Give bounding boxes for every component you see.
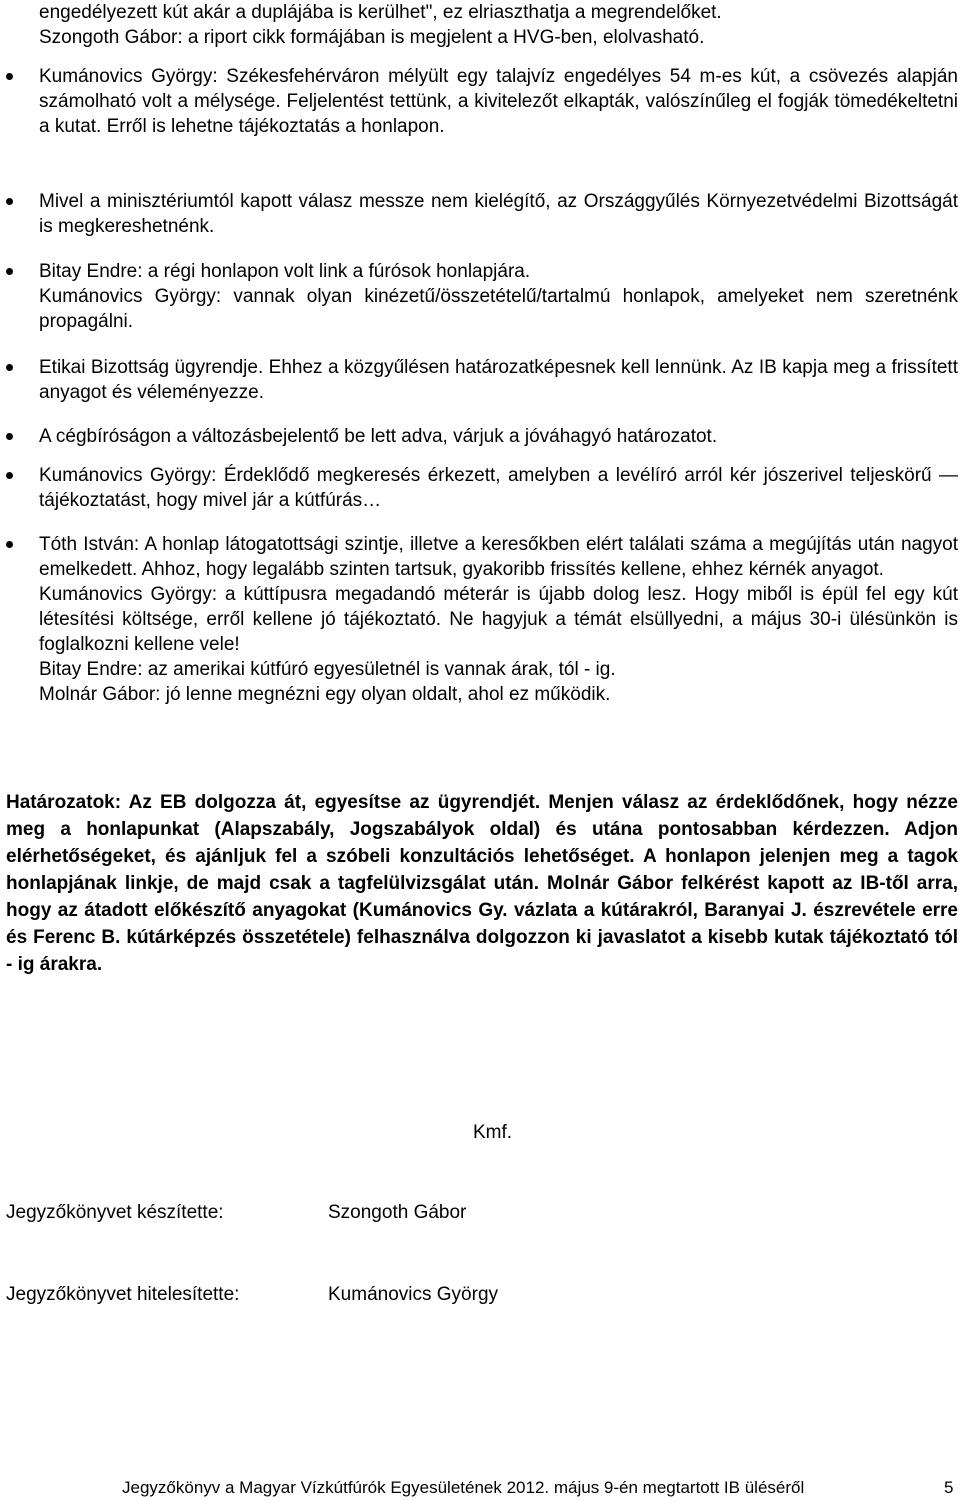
bullet-dot: [6, 73, 13, 80]
bullet-dot: [6, 268, 13, 275]
bullet-text: Molnár Gábor: jó lenne megnézni egy olyan oldalt, ahol ez működik.: [39, 684, 611, 705]
signature-label: Jegyzőkönyvet hitelesítette:: [6, 1284, 240, 1305]
page-number: 5: [944, 1478, 954, 1497]
continuation-line: engedélyezett kút akár a duplájába is kerülhet", ez elriaszthatja a megrendelőket.: [39, 2, 722, 23]
signature-label: Jegyzőkönyvet készítette:: [6, 1202, 224, 1223]
bullet-dot: [6, 541, 13, 548]
bullet-item: [39, 259, 958, 334]
signature-name: Kumánovics György: [328, 1284, 499, 1305]
resolution-paragraph: Határozatok: Az EB dolgozza át, egyesítse az ügyrendjét. Menjen válasz az érdeklődőnek, hogy nézze meg a honlapunkat (Alapszabály, Jogszabályok oldal) és utána pontosabban kérdezzen. Adjon elérhetőségeket, és ajánljuk fel a szóbeli konzultációs lehetőséget. A honlapon jelenjen meg a tagok honlapjának linkje, de majd csak a tagfelülvizsgálat után. Molnár Gábor felkérést kapott az IB-től arra, hogy az átadott előkészítő anyagokat (Kumánovics Gy. vázlata a kútárakról, Baranyai J. észrevétele erre és Ferenc B. kútárképzés összetétele) felhasználva dolgozzon ki javaslatot a kisebb kutak tájékoztató tól - ig árakra.: [6, 792, 958, 975]
bullet-text: Etikai Bizottság ügyrendje. Ehhez a közgyűlésen határozatképesnek kell lennünk. Az IB kapja meg a frissített anyagot és véleményezze.: [39, 357, 958, 403]
bullet-item: [39, 355, 958, 405]
bullet-text: Kumánovics György: a kúttípusra megadandó méterár is újabb dolog lesz. Hogy miből is épül fel egy kút létesítési költsége, erről kellene jó tájékoztató. Ne hagyjuk a témát elsüllyedni, a május 30-i ülésünkön is foglalkozni kellene vele!: [39, 584, 958, 655]
bullet-dot: [6, 433, 13, 440]
bullet-item: [39, 64, 958, 139]
bullet-dot: [6, 364, 13, 371]
bullet-text: Kumánovics György: Érdeklődő megkeresés érkezett, amelyben a levélíró arról kér jószerivel teljeskörű — tájékoztatást, hogy mivel jár a kútfúrás…: [39, 465, 958, 511]
kmf-label: Kmf.: [473, 1122, 513, 1143]
page-footer: Jegyzőkönyv a Magyar Vízkútfúrók Egyesületének 2012. május 9-én megtartott IB üléséről: [122, 1478, 805, 1497]
bullet-text: Mivel a minisztériumtól kapott válasz messze nem kielégítő, az Országgyűlés Környezetvédelmi Bizottságát is megkereshetnénk.: [39, 191, 958, 237]
bullet-text: Tóth István: A honlap látogatottsági szintje, illetve a keresőkben elért találati száma a megújítás után nagyot emelkedett. Ahhoz, hogy legalább szinten tartsuk, gyakoribb frissítés kellene, ehhez kérnék anyagot.: [39, 534, 958, 580]
bullet-item: [39, 189, 958, 239]
bullet-text: Kumánovics György: vannak olyan kinézetű/összetételű/tartalmú honlapok, amelyeket nem szeretnénk propagálni.: [39, 286, 958, 332]
bullet-text: Bitay Endre: a régi honlapon volt link a fúrósok honlapjára.: [39, 261, 531, 282]
continuation-line: Szongoth Gábor: a riport cikk formájában is megjelent a HVG-ben, elolvasható.: [39, 27, 705, 48]
bullet-text: Bitay Endre: az amerikai kútfúró egyesületnél is vannak árak, tól - ig.: [39, 659, 616, 680]
signature-name: Szongoth Gábor: [328, 1202, 467, 1223]
bullet-item: [39, 532, 958, 707]
bullet-dot: [6, 472, 13, 479]
bullet-dot: [6, 198, 13, 205]
bullet-text: A cégbíróságon a változásbejelentő be lett adva, várjuk a jóváhagyó határozatot.: [39, 426, 718, 447]
bullet-text: Kumánovics György: Székesfehérváron mélyült egy talajvíz engedélyes 54 m-es kút, a csövezés alapján számolható volt a mélysége. Feljelentést tettünk, a kivitelezőt elkapták, valószínűleg el fogják tömedékeltetni a kutat. Erről is lehetne tájékoztatás a honlapon.: [39, 66, 958, 137]
bullet-item: [39, 424, 958, 449]
continuation-text: [39, 0, 958, 50]
bullet-item: [39, 463, 958, 513]
